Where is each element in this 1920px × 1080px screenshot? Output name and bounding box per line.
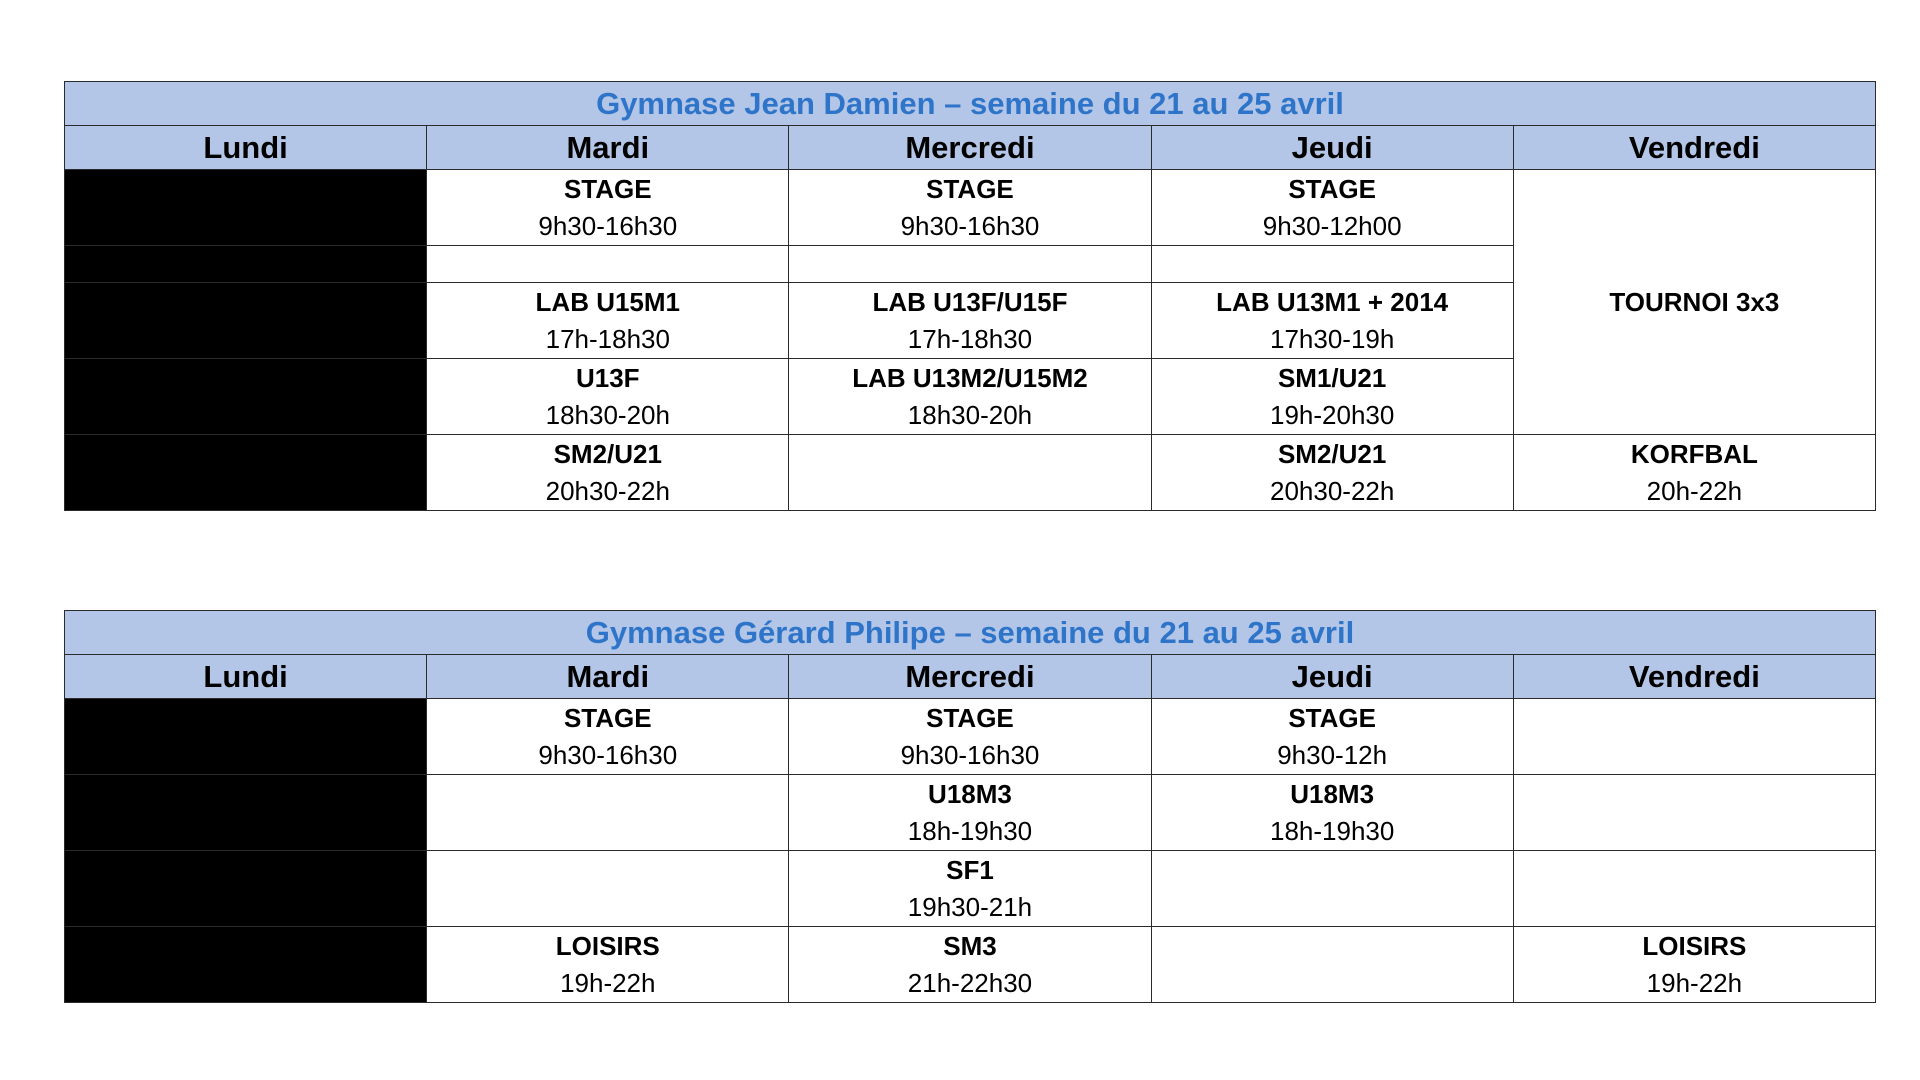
redacted-cell xyxy=(65,435,427,511)
event-name: STAGE xyxy=(1288,173,1376,204)
schedule-cell-empty xyxy=(789,246,1151,283)
event-time: 17h30-19h xyxy=(1269,323,1395,354)
event-name: LOISIRS xyxy=(1642,930,1747,961)
event-time: 20h-22h xyxy=(1646,475,1743,506)
event-name: SM2/U21 xyxy=(553,438,662,469)
schedule-cell xyxy=(1513,927,1875,1003)
day-header-jeudi: Jeudi xyxy=(1151,126,1513,170)
event-time: 18h30-20h xyxy=(907,399,1033,430)
event-time: 17h-18h30 xyxy=(545,323,670,354)
event-time: 20h30-22h xyxy=(1269,475,1395,506)
event-time: 19h-20h30 xyxy=(1269,399,1395,430)
schedule-cell-empty xyxy=(1151,851,1513,927)
event-time: 9h30-16h30 xyxy=(900,210,1040,241)
event-name: SF1 xyxy=(946,854,994,885)
event-time: 9h30-16h30 xyxy=(900,739,1040,770)
day-header-lundi: Lundi xyxy=(65,126,427,170)
event-time: 20h30-22h xyxy=(545,475,670,506)
schedule-cell-empty xyxy=(427,775,789,851)
schedule-cell-empty xyxy=(1513,699,1875,775)
schedule-cell xyxy=(427,170,789,246)
schedule-cell-empty xyxy=(427,851,789,927)
schedule-cell xyxy=(427,283,789,359)
day-header-mardi: Mardi xyxy=(427,126,789,170)
redacted-cell xyxy=(65,246,427,283)
schedule-cell xyxy=(1513,435,1875,511)
event-name: STAGE xyxy=(563,702,652,733)
redacted-cell xyxy=(65,927,427,1003)
schedule-cell-empty xyxy=(1151,246,1513,283)
schedule-cell-empty xyxy=(1513,775,1875,851)
day-header-jeudi: Jeudi xyxy=(1151,655,1513,699)
event-time: 9h30-12h00 xyxy=(1262,210,1402,241)
schedule-cell xyxy=(427,699,789,775)
redacted-cell xyxy=(65,283,427,359)
table-title: Gymnase Jean Damien – semaine du 21 au 25 avril xyxy=(65,82,1876,126)
day-header-mercredi: Mercredi xyxy=(789,126,1151,170)
event-name: U18M3 xyxy=(1290,778,1375,809)
table-title: Gymnase Gérard Philipe – semaine du 21 au 25 avril xyxy=(65,611,1876,655)
schedule-cell xyxy=(789,170,1151,246)
redacted-cell xyxy=(65,851,427,927)
schedule-cell xyxy=(1151,775,1513,851)
schedule-cell xyxy=(789,851,1151,927)
schedule-cell xyxy=(1151,283,1513,359)
schedule-cell xyxy=(427,435,789,511)
event-time: 18h30-20h xyxy=(545,399,670,430)
event-name: STAGE xyxy=(926,173,1014,204)
event-name: U13F xyxy=(575,362,640,393)
schedule-cell xyxy=(789,775,1151,851)
event-time: 9h30-12h xyxy=(1277,739,1388,770)
schedule-cell xyxy=(789,359,1151,435)
event-name: LOISIRS xyxy=(555,930,660,961)
event-time: 9h30-16h30 xyxy=(538,210,678,241)
event-name: U18M3 xyxy=(928,778,1012,809)
day-header-mardi: Mardi xyxy=(427,655,789,699)
event-time: 17h-18h30 xyxy=(907,323,1033,354)
schedule-table-jean-damien xyxy=(64,81,1876,511)
schedule-cell xyxy=(1151,699,1513,775)
event-time: 9h30-16h30 xyxy=(538,739,678,770)
day-header-vendredi: Vendredi xyxy=(1513,126,1875,170)
event-name: STAGE xyxy=(926,702,1014,733)
schedule-cell-empty xyxy=(427,246,789,283)
event-name: TOURNOI 3x3 xyxy=(1609,286,1780,317)
event-name: KORFBAL xyxy=(1630,438,1758,469)
event-name: SM2/U21 xyxy=(1277,438,1387,469)
event-time: 19h30-21h xyxy=(907,891,1033,922)
day-header-lundi: Lundi xyxy=(65,655,427,699)
event-name: LAB U13M1 + 2014 xyxy=(1216,286,1449,317)
redacted-cell xyxy=(65,170,427,246)
schedule-cell xyxy=(789,283,1151,359)
schedule-cell xyxy=(1151,170,1513,246)
redacted-cell xyxy=(65,699,427,775)
schedule-cell-empty xyxy=(1513,851,1875,927)
event-time: 19h-22h xyxy=(560,967,656,998)
schedule-cell-empty xyxy=(1151,927,1513,1003)
event-time: 18h-19h30 xyxy=(907,815,1033,846)
event-name: LAB U15M1 xyxy=(535,286,681,317)
day-header-mercredi: Mercredi xyxy=(789,655,1151,699)
schedule-cell xyxy=(427,359,789,435)
schedule-cell xyxy=(1151,435,1513,511)
redacted-cell xyxy=(65,359,427,435)
event-name: LAB U13M2/U15M2 xyxy=(852,362,1088,393)
schedule-cell-merged xyxy=(1513,170,1875,435)
event-name: STAGE xyxy=(1288,702,1376,733)
schedule-table-gerard-philipe xyxy=(64,610,1876,1003)
event-name: STAGE xyxy=(563,173,652,204)
event-time: 19h-22h xyxy=(1646,967,1743,998)
event-time: 18h-19h30 xyxy=(1269,815,1395,846)
schedule-cell xyxy=(427,927,789,1003)
schedule-cell xyxy=(789,927,1151,1003)
schedule-cell-empty xyxy=(789,435,1151,511)
event-name: SM3 xyxy=(943,930,997,961)
event-name: LAB U13F/U15F xyxy=(872,286,1068,317)
schedule-cell xyxy=(1151,359,1513,435)
day-header-vendredi: Vendredi xyxy=(1513,655,1875,699)
event-time: 21h-22h30 xyxy=(907,967,1033,998)
redacted-cell xyxy=(65,775,427,851)
event-name: SM1/U21 xyxy=(1277,362,1387,393)
schedule-cell xyxy=(789,699,1151,775)
